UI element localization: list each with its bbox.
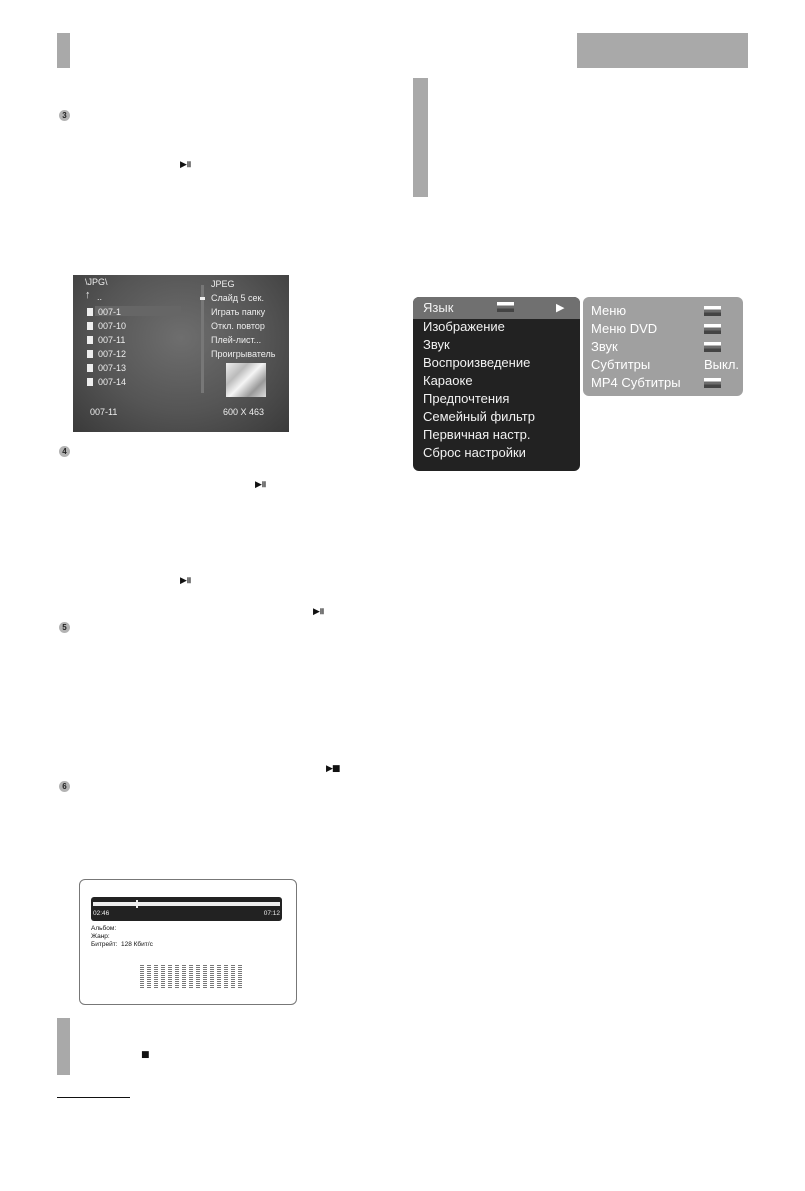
- menu-item-parental[interactable]: Семейный фильтр: [423, 409, 535, 424]
- submenu-arrow-icon: ▶: [556, 301, 565, 314]
- file-item[interactable]: 007-1: [98, 307, 122, 317]
- language-submenu: [583, 297, 743, 396]
- file-item[interactable]: 007-14: [98, 377, 127, 387]
- image-file-icon: [87, 378, 93, 386]
- image-file-icon: [87, 350, 93, 358]
- equalizer-bar: [175, 965, 179, 989]
- file-item[interactable]: 007-11: [98, 335, 126, 345]
- submenu-item-mp4-subtitles[interactable]: MP4 Субтитры: [591, 375, 681, 390]
- menu-item-karaoke[interactable]: Караоке: [423, 373, 473, 388]
- current-file-name: 007-11: [90, 407, 118, 417]
- stop-icon: ■: [141, 1050, 149, 1060]
- option-item[interactable]: Откл. повтор: [211, 321, 265, 331]
- image-resolution: 600 X 463: [223, 407, 265, 417]
- play-pause-icon: ▶॥: [313, 607, 324, 617]
- flag-icon: [704, 342, 721, 352]
- image-file-icon: [87, 336, 93, 344]
- equalizer-bar: [168, 965, 172, 989]
- equalizer-bar: [231, 965, 235, 989]
- file-item[interactable]: 007-13: [98, 363, 127, 373]
- submenu-item-menu[interactable]: Меню: [591, 303, 627, 318]
- flag-icon: [704, 306, 721, 316]
- scrollbar-thumb[interactable]: [200, 297, 205, 300]
- menu-item-language[interactable]: Язык: [423, 300, 454, 315]
- album-label: Альбом:: [91, 925, 117, 932]
- submenu-item-dvd-menu[interactable]: Меню DVD: [591, 321, 658, 336]
- menu-item-playback[interactable]: Воспроизведение: [423, 355, 531, 370]
- bitrate-value: 128 Кбит/с: [121, 941, 153, 948]
- equalizer-bar: [154, 965, 158, 989]
- equalizer-bar: [210, 965, 214, 989]
- submenu-item-audio[interactable]: Звук: [591, 339, 618, 354]
- progress-track[interactable]: [93, 902, 280, 906]
- equalizer-bar: [224, 965, 228, 989]
- option-item[interactable]: Играть папку: [211, 307, 266, 317]
- progress-bar: [91, 897, 282, 921]
- parent-folder[interactable]: ..: [97, 292, 103, 302]
- image-file-icon: [87, 364, 93, 372]
- step-marker-4: 4: [59, 446, 70, 457]
- header-right-bar: [577, 33, 748, 68]
- equalizer-bar: [203, 965, 207, 989]
- menu-item-picture[interactable]: Изображение: [423, 319, 505, 334]
- step-marker-3: 3: [59, 110, 70, 121]
- flag-icon: [704, 378, 721, 388]
- bitrate-label: Битрейт:: [91, 941, 118, 948]
- menu-item-initial-setup[interactable]: Первичная настр.: [423, 427, 531, 442]
- total-time: 07:12: [263, 910, 280, 917]
- header-left-bar: [57, 33, 70, 68]
- option-item[interactable]: Плей-лист...: [211, 335, 262, 345]
- flag-icon: [704, 324, 721, 334]
- up-arrow-icon: ↑: [85, 289, 91, 301]
- image-file-icon: [87, 308, 93, 316]
- image-preview-thumbnail: [226, 363, 266, 397]
- equalizer-bar: [147, 965, 151, 989]
- option-item[interactable]: Проигрыватель: [211, 349, 276, 359]
- equalizer-bar: [189, 965, 193, 989]
- step-marker-5: 5: [59, 622, 70, 633]
- music-player-screen: [79, 879, 297, 1005]
- menu-item-audio[interactable]: Звук: [423, 337, 450, 352]
- step-marker-6: 6: [59, 781, 70, 792]
- jpeg-browser-screen: [73, 275, 289, 432]
- equalizer-bar: [196, 965, 200, 989]
- equalizer-bar: [238, 965, 242, 989]
- flag-icon: [497, 302, 514, 312]
- sidebar-bar: [413, 78, 428, 197]
- elapsed-time: 02:46: [93, 910, 110, 917]
- menu-item-preferences[interactable]: Предпочтения: [423, 391, 510, 406]
- footnote-rule: [57, 1097, 130, 1098]
- play-pause-icon: ▶॥: [180, 160, 191, 170]
- genre-label: Жанр:: [91, 933, 110, 940]
- progress-marker[interactable]: [136, 900, 138, 908]
- option-label: JPEG: [211, 279, 235, 289]
- submenu-item-subtitles[interactable]: Субтитры: [591, 357, 651, 372]
- menu-item-reset[interactable]: Сброс настройки: [423, 445, 526, 460]
- folder-path: \JPG\: [85, 277, 108, 287]
- equalizer-bar: [217, 965, 221, 989]
- setup-menu: [413, 297, 580, 471]
- option-item[interactable]: Слайд 5 сек.: [211, 293, 264, 303]
- play-pause-icon: ▶॥: [255, 480, 266, 490]
- play-pause-icon: ▶॥: [180, 576, 191, 586]
- file-item[interactable]: 007-12: [98, 349, 127, 359]
- scrollbar[interactable]: [201, 285, 204, 393]
- subtitles-value[interactable]: Выкл.: [704, 357, 740, 372]
- note-bar: [57, 1018, 70, 1075]
- play-stop-icon: ▶■: [326, 764, 340, 774]
- equalizer-bar: [161, 965, 165, 989]
- file-item[interactable]: 007-10: [98, 321, 127, 331]
- equalizer-bar: [182, 965, 186, 989]
- equalizer-bar: [140, 965, 144, 989]
- image-file-icon: [87, 322, 93, 330]
